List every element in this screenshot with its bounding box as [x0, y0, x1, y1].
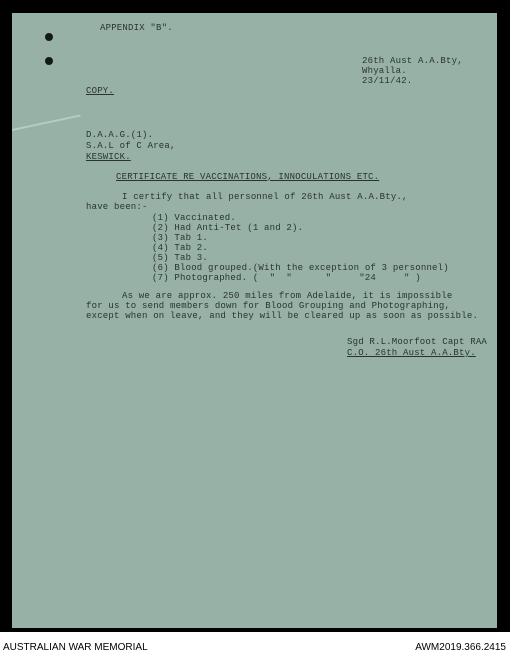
paragraph-2-line-1: As we are approx. 250 miles from Adelaide, it is impossible [122, 291, 453, 301]
punch-hole-bottom [45, 57, 53, 65]
addressee-line-3: KESWICK. [86, 152, 131, 162]
addressee-line-1: D.A.A.G.(1). [86, 130, 154, 140]
appendix-label: APPENDIX "B". [100, 23, 173, 33]
sender-unit: 26th Aust A.A.Bty, [362, 56, 463, 66]
list-item: (1) Vaccinated. [152, 213, 237, 223]
addressee-line-2: S.A.L of C Area, [86, 141, 176, 151]
list-item: (6) Blood grouped.(With the exception of 3 personnel) [152, 263, 449, 273]
signature-title: C.O. 26th Aust A.A.Bty. [347, 348, 476, 358]
list-item: (7) Photographed. ( " " " "24 " ) [152, 273, 421, 283]
list-item: (3) Tab 1. [152, 233, 209, 243]
sender-place: Whyalla. [362, 66, 407, 76]
paragraph-2-line-2: for us to send members down for Blood Grouping and Photographing, [86, 301, 451, 311]
letter-date: 23/11/42. [362, 76, 413, 86]
paragraph-1-line-1: I certify that all personnel of 26th Aust A.A.Bty., [122, 192, 408, 202]
paper-crease [12, 114, 81, 131]
document-page [12, 13, 497, 628]
archive-footer [0, 632, 510, 653]
subject-heading: CERTIFICATE RE VACCINATIONS, INNOCULATIONS ETC. [116, 172, 380, 182]
list-item: (5) Tab 3. [152, 253, 209, 263]
copy-mark: COPY. [86, 86, 115, 96]
list-item: (2) Had Anti-Tet (1 and 2). [152, 223, 304, 233]
catalogue-id: AWM2019.366.2415 [415, 642, 506, 653]
list-item: (4) Tab 2. [152, 243, 209, 253]
institution-label: AUSTRALIAN WAR MEMORIAL [3, 642, 148, 653]
signature-name: Sgd R.L.Moorfoot Capt RAA [347, 337, 488, 347]
punch-hole-top [45, 33, 53, 41]
paragraph-2-line-3: except when on leave, and they will be cleared up as soon as possible. [86, 311, 479, 321]
paragraph-1-line-2: have been:- [86, 202, 148, 212]
